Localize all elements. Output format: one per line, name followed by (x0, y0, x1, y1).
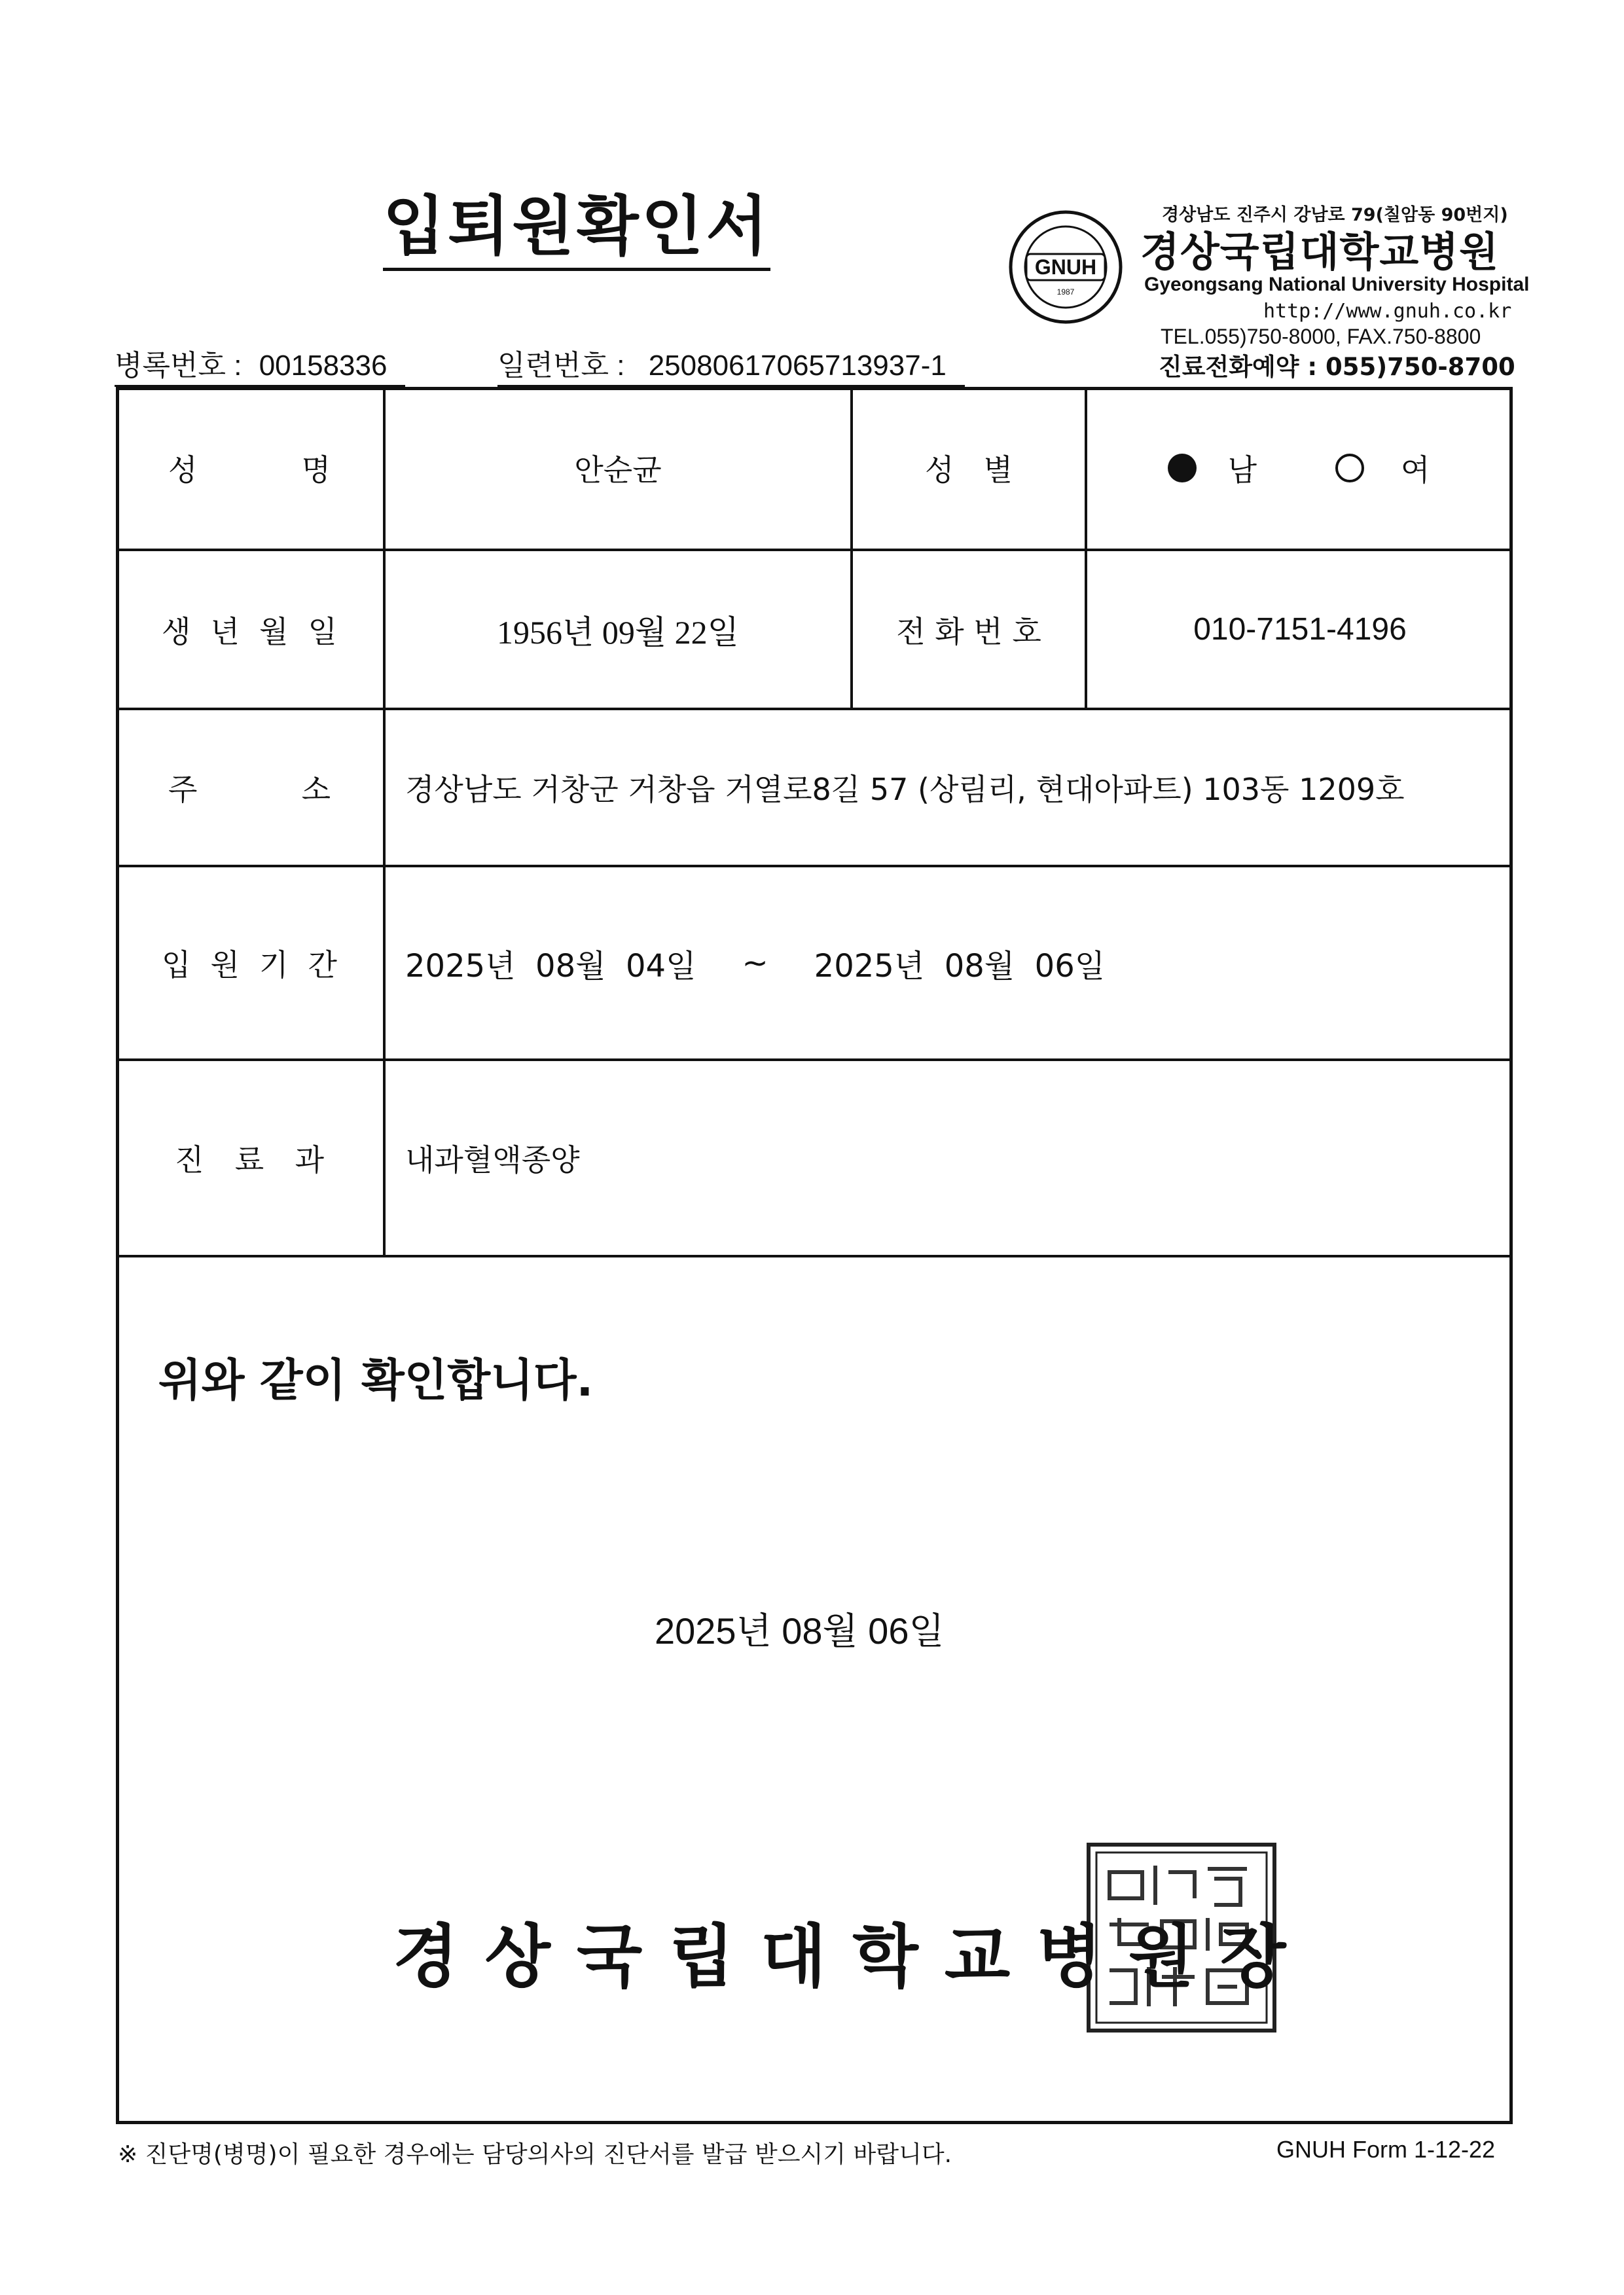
table-row (116, 1061, 1513, 1257)
dob-label: 생 년 월 일 (162, 613, 337, 649)
hospital-tel-fax: TEL.055)750-8000, FAX.750-8800 (1161, 325, 1481, 348)
reg-value: 00158336 (259, 350, 388, 382)
form-number: GNUH Form 1-12-22 (1276, 2136, 1496, 2163)
female-label: 여 (1401, 452, 1430, 488)
issuer-name: 경상국립대학교병원장 (393, 1916, 1312, 1997)
name-label: 성 명 (168, 452, 331, 488)
footer-note: ※ 진단명(병명)이 필요한 경우에는 담당의사의 진단서를 발급 받으시기 바랍니다. (118, 2141, 952, 2168)
hospital-logo (1007, 208, 1125, 326)
period-start: 2025년 08월 04일 (405, 947, 696, 985)
dept-label: 진 료 과 (175, 1142, 324, 1178)
logo-text: GNUH (1034, 255, 1097, 279)
period-value (386, 867, 1513, 1058)
sex-options (1085, 387, 1513, 549)
name-value: 안순균 (574, 452, 662, 488)
period-label: 입 원 기 간 (162, 947, 337, 983)
hospital-address: 경상남도 진주시 강남로 79(칠암동 90번지) (1162, 205, 1508, 225)
serial-number (497, 342, 965, 387)
confirm-text: 위와 같이 확인합니다. (158, 1355, 594, 1407)
serial-label: 일련번호 : (497, 350, 625, 382)
table-row (116, 867, 1513, 1061)
table-row (116, 551, 1513, 710)
document-title: 입퇴원확인서 (383, 190, 770, 271)
address-value: 경상남도 거창군 거창읍 거열로8길 57 (상림리, 현대아파트) 103동 1209호 (405, 772, 1405, 807)
hospital-name: 경상국립대학교병원 (1140, 228, 1500, 276)
dept-value: 내과혈액종양 (405, 1142, 580, 1178)
reg-number (115, 342, 405, 387)
phone-label: 전 화 번 호 (896, 613, 1041, 649)
logo-year: 1987 (1056, 287, 1075, 297)
table-row (116, 710, 1513, 867)
male-radio (1168, 454, 1197, 482)
period-separator: ~ (742, 945, 768, 981)
address-label: 주 소 (168, 772, 331, 807)
hospital-reservation: 진료전화예약 : 055)750-8700 (1159, 353, 1515, 381)
dob-value: 1956년 09월 22일 (497, 613, 739, 651)
reg-label: 병록번호 : (115, 350, 242, 382)
phone-value: 010-7151-4196 (1193, 612, 1407, 647)
table-row (116, 387, 1513, 551)
female-radio (1335, 454, 1364, 482)
male-label: 남 (1227, 452, 1257, 488)
hospital-url: http://www.gnuh.co.kr (1263, 300, 1512, 323)
hospital-name-en: Gyeongsang National University Hospital (1144, 274, 1530, 295)
sex-label: 성 별 (925, 452, 1013, 488)
serial-value: 25080617065713937-1 (648, 350, 947, 382)
issue-date: 2025년 08월 06일 (655, 1610, 945, 1652)
period-end: 2025년 08월 06일 (814, 947, 1106, 985)
